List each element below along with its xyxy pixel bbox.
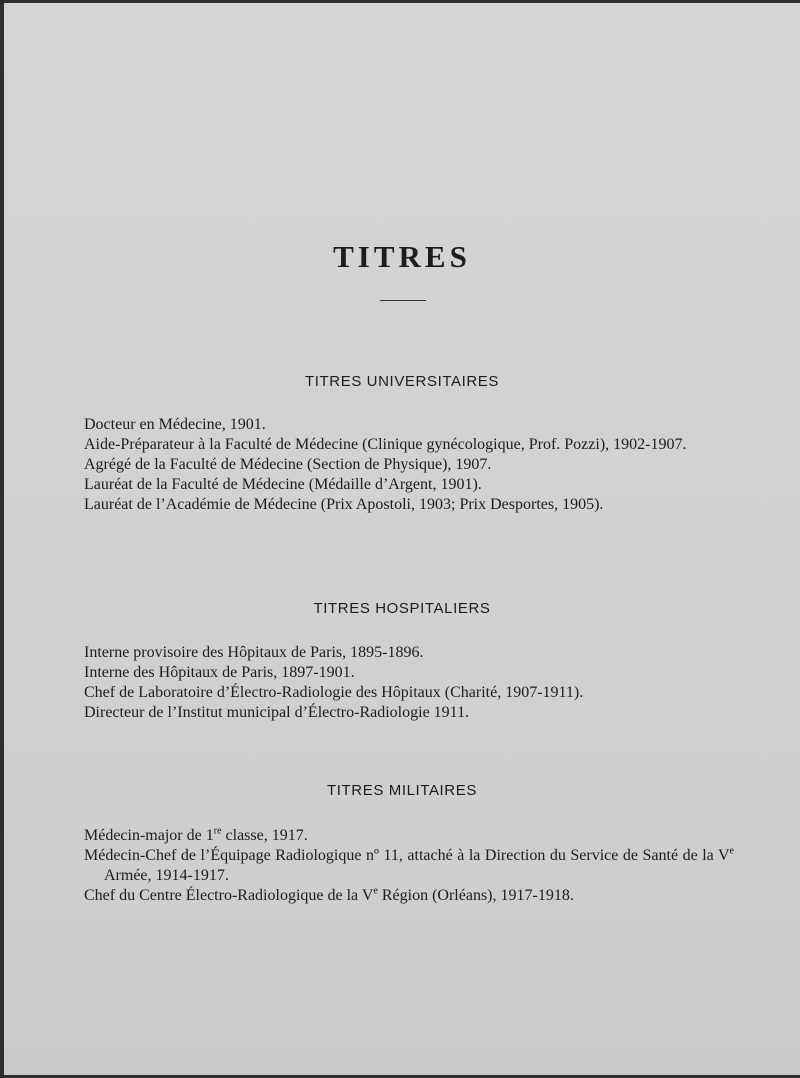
section-list-militaires	[84, 826, 734, 906]
list-item: Agrégé de la Faculté de Médecine (Section de Physique), 1907.	[84, 456, 492, 473]
section-list-universitaires	[84, 415, 734, 515]
entry-text: Médecin-Chef de l’Équipage Radiologique nº 11, attaché à la Direction du Service de Santé de la	[84, 847, 718, 864]
list-item: Lauréat de la Faculté de Médecine (Médaille d’Argent, 1901).	[84, 476, 482, 493]
list-item	[84, 846, 734, 886]
list-item: Docteur en Médecine, 1901.	[84, 416, 266, 433]
entry-text: Armée, 1914-1917.	[104, 867, 229, 884]
superscript: e	[729, 845, 734, 857]
list-item: Interne des Hôpitaux de Paris, 1897-1901.	[84, 664, 355, 681]
superscript: re	[213, 825, 222, 837]
section-heading-universitaires: TITRES UNIVERSITAIRES	[304, 373, 499, 390]
list-item: Directeur de l’Institut municipal d’Électro-Radiologie 1911.	[84, 704, 470, 721]
list-item: Chef de Laboratoire d’Électro-Radiologie des Hôpitaux (Charité, 1907-1911).	[84, 684, 584, 701]
entry-text: classe, 1917.	[221, 827, 308, 844]
section-heading-militaires: TITRES MILITAIRES	[327, 782, 477, 799]
entry-text: Médecin-major de 1	[84, 827, 214, 844]
superscript: e	[373, 885, 378, 897]
list-item: Interne provisoire des Hôpitaux de Paris, 1895-1896.	[84, 644, 424, 661]
section-heading-hospitaliers: TITRES HOSPITALIERS	[313, 600, 491, 617]
document-page	[4, 3, 800, 1075]
list-item: Lauréat de l’Académie de Médecine (Prix Apostoli, 1903; Prix Desportes, 1905).	[84, 496, 604, 513]
section-list-hospitaliers	[84, 643, 734, 723]
entry-text: Chef du Centre Électro-Radiologique de la V	[84, 887, 374, 904]
title-divider	[380, 300, 426, 301]
page-title: TITRES	[333, 239, 471, 274]
list-item	[84, 826, 734, 846]
entry-text: Région (Orléans), 1917-1918.	[377, 887, 574, 904]
list-item: Aide-Préparateur à la Faculté de Médecine (Clinique gynécologique, Prof. Pozzi), 1902-1907.	[84, 436, 687, 453]
entry-text: V	[717, 847, 730, 864]
list-item	[84, 886, 734, 906]
